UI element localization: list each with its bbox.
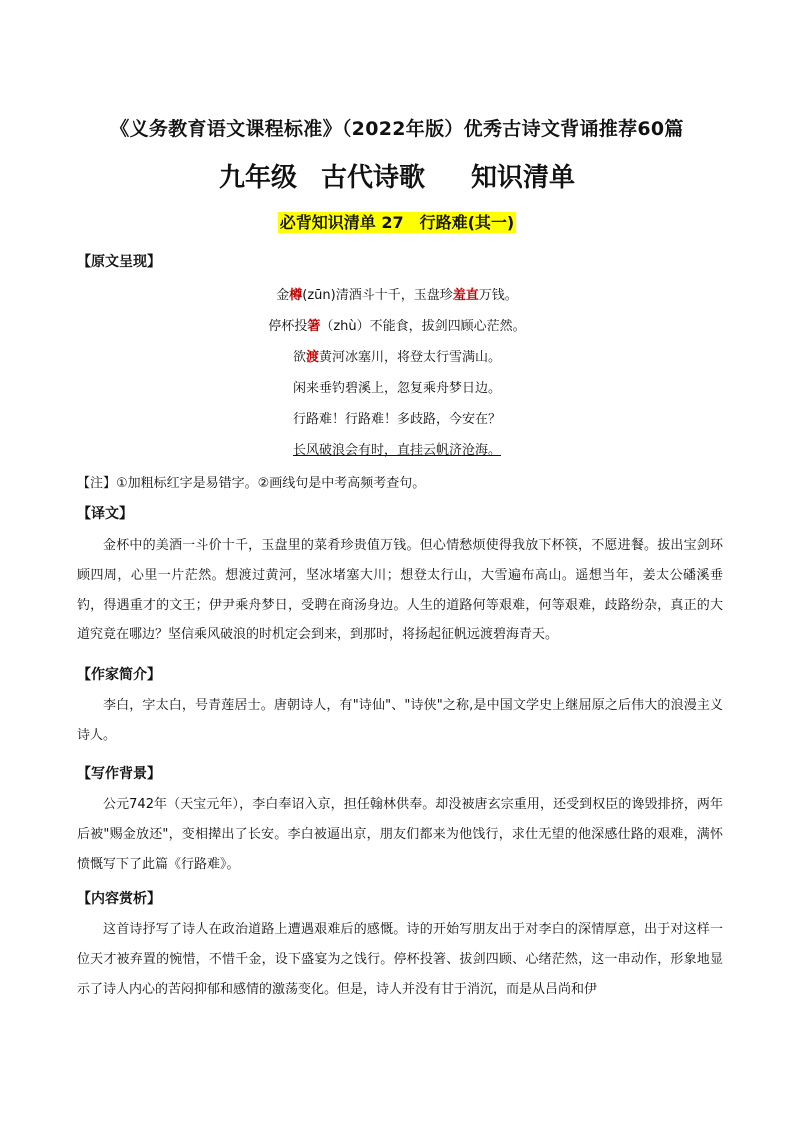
translation-paragraph: 金杯中的美酒一斗价十千，玉盘里的菜肴珍贵值万钱。但心情愁烦使得我放下杯筷，不愿进餐。拔出宝剑环顾四周，心里一片茫然。想渡过黄河，坚冰堵塞大川；想登太行山，大雪遍布高山。遥想当年，姜太公磻溪垂钓，得遇重才的文王；伊尹乘舟梦日，受聘在商汤身边。人生的道路何等艰难，何等艰难，歧路纷杂，真正的大道究竟在哪边？坚信乘风破浪的时机定会到来，到那时，将扬起征帆远渡碧海青天。 — [77, 538, 723, 643]
poem-line-6 — [0, 439, 794, 458]
highlighted-list-title: 必背知识清单 27 行路难(其一) — [279, 213, 515, 232]
poem-text: 黄河冰塞川，将登太行雪满山。 — [319, 350, 502, 365]
poem-text: 欲 — [292, 350, 306, 365]
list-name-label: 知识清单 — [471, 163, 576, 193]
poem-line-3 — [0, 346, 794, 365]
document-subtitle — [0, 157, 794, 194]
knowledge-list-title — [0, 210, 794, 233]
section-author-heading: 【作家简介】 — [77, 667, 161, 683]
poem-text: （zhù）不能食，拔剑四顾心茫然。 — [320, 319, 526, 334]
poem-key-char: 渡 — [305, 350, 319, 365]
section-background-heading: 【写作背景】 — [77, 766, 161, 782]
section-original-heading: 【原文呈现】 — [77, 254, 161, 270]
poem-text: 金 — [276, 288, 290, 303]
document-main-title: 《义务教育语文课程标准》（2022年版）优秀古诗文背诵推荐60篇 — [110, 118, 684, 140]
poem-text: 万钱。 — [478, 288, 518, 303]
annotation-note: 【注】①加粗标红字是易错字。②画线句是中考高频考查句。 — [77, 476, 426, 491]
poem-line-2 — [0, 315, 794, 334]
poem-text: (zūn)清酒斗十千，玉盘珍 — [302, 288, 453, 303]
grade-label: 九年级 — [218, 163, 297, 193]
poem-text: 停杯投 — [268, 319, 308, 334]
background-paragraph: 公元742年（天宝元年），李白奉诏入京，担任翰林供奉。却没被唐玄宗重用，还受到权臣的谗毁排挤，两年后被"赐金放还"，变相撵出了长安。李白被逼出京，朋友们都来为他饯行，求仕无望的他深感仕路的艰难，满怀愤慨写下了此篇《行路难》。 — [77, 797, 723, 872]
category-label: 古代诗歌 — [320, 163, 425, 193]
poem-key-char: 樽 — [289, 288, 303, 303]
author-paragraph: 李白，字太白，号青莲居士。唐朝诗人，有"诗仙"、"诗侠"之称,是中国文学史上继屈原之后伟大的浪漫主义诗人。 — [77, 698, 723, 743]
section-translation-heading: 【译文】 — [77, 506, 133, 522]
section-analysis-heading: 【内容赏析】 — [77, 891, 161, 907]
poem-key-char: 箸 — [307, 319, 321, 334]
poem-line-1 — [0, 284, 794, 303]
underlined-key-sentence: 长风破浪会有时，直挂云帆济沧海。 — [292, 443, 501, 458]
poem-key-char: 羞直 — [452, 288, 479, 303]
analysis-paragraph: 这首诗抒写了诗人在政治道路上遭遇艰难后的感慨。诗的开始写朋友出于对李白的深情厚意，出于对这样一位天才被弃置的惋惜，不惜千金，设下盛宴为之饯行。停杯投箸、拔剑四顾、心绪茫然，这一串动作，形象地显示了诗人内心的苦闷抑郁和感情的激荡变化。但是，诗人并没有甘于消沉，而是从吕尚和伊 — [77, 922, 723, 997]
poem-line-4: 闲来垂钓碧溪上，忽复乘舟梦日边。 — [292, 381, 501, 396]
poem-line-5: 行路难！行路难！多歧路，今安在？ — [292, 412, 501, 427]
